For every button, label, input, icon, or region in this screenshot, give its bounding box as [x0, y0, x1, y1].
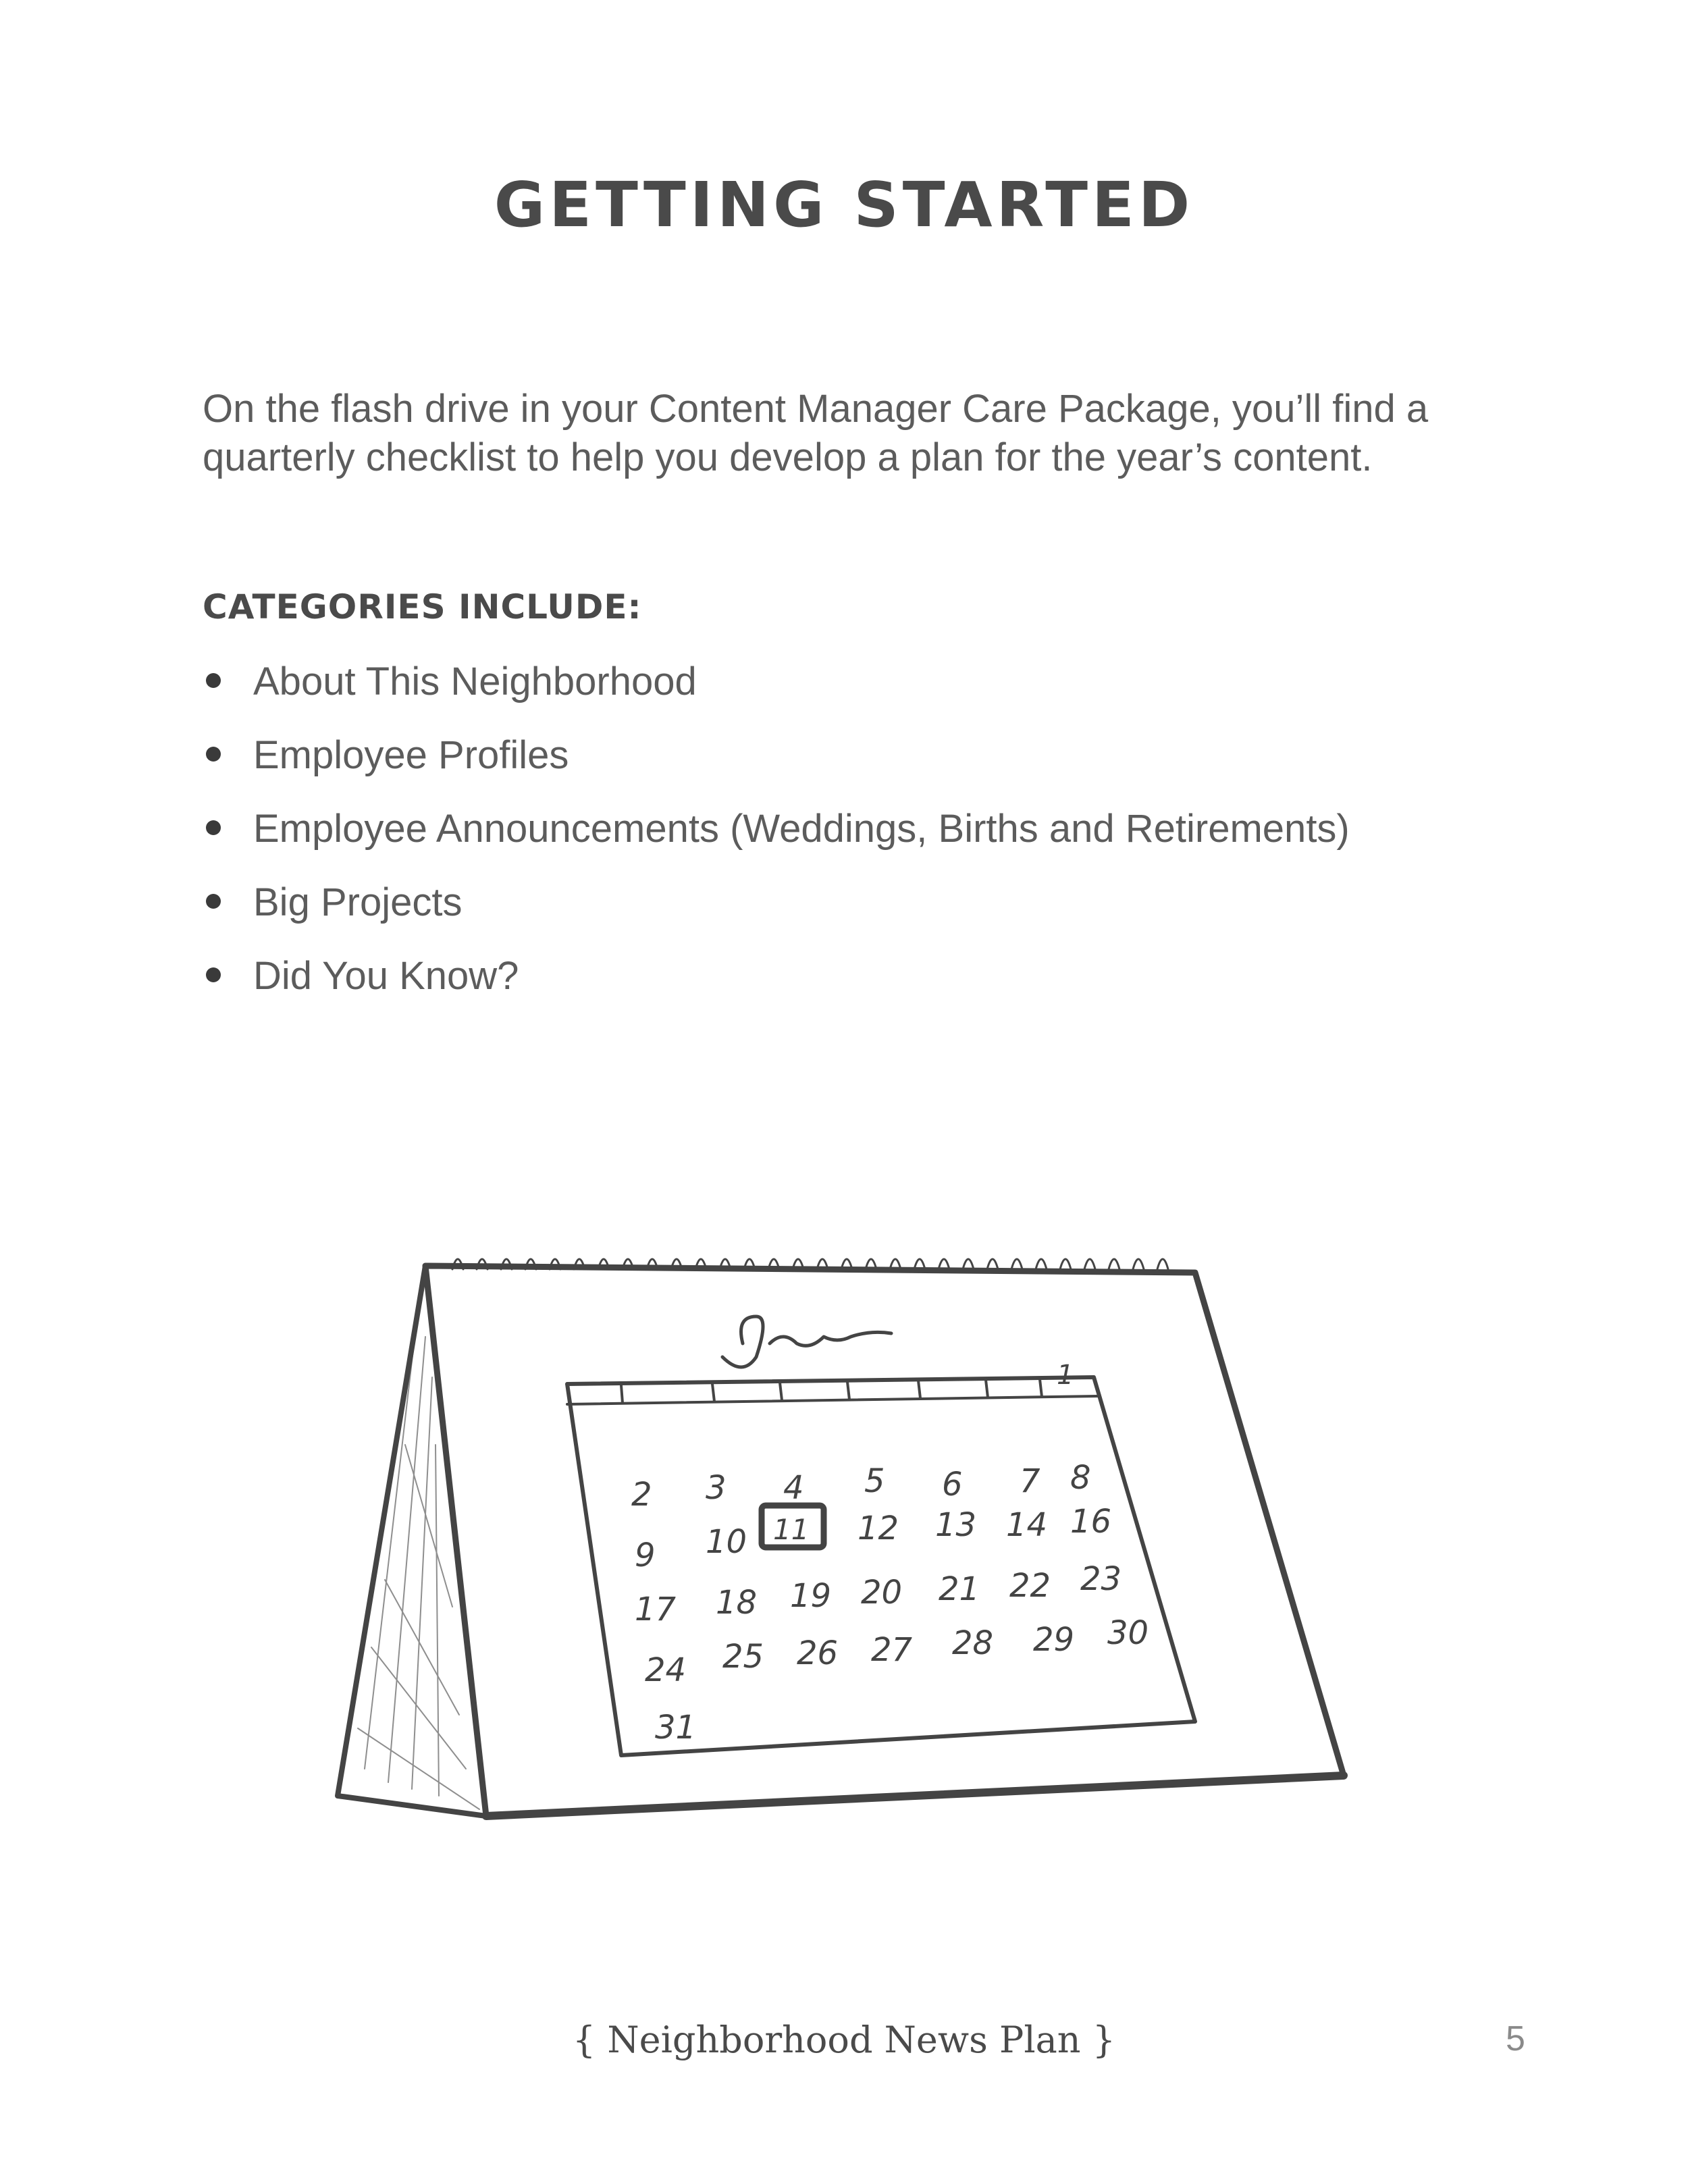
- cal-day-23: 23: [1080, 1560, 1122, 1598]
- bullet-icon: [206, 747, 221, 762]
- categories-heading: CATEGORIES INCLUDE:: [203, 587, 642, 627]
- cal-day-18: 18: [716, 1584, 758, 1622]
- category-label: Employee Announcements (Weddings, Births and Retirements): [253, 807, 1350, 851]
- bullet-icon: [206, 673, 221, 688]
- page-number: 5: [1506, 2019, 1525, 2058]
- cal-day-12: 12: [858, 1510, 899, 1547]
- cal-day-1: 1: [1057, 1360, 1074, 1391]
- cal-day-25: 25: [722, 1638, 764, 1676]
- cal-day-26: 26: [797, 1634, 839, 1672]
- cal-day-10: 10: [706, 1523, 747, 1561]
- cal-day-27: 27: [871, 1631, 913, 1669]
- cal-day-21: 21: [939, 1570, 980, 1608]
- category-label: Employee Profiles: [253, 733, 569, 777]
- intro-paragraph: [203, 385, 1519, 482]
- list-item: [203, 953, 1350, 1026]
- cal-day-31: 31: [655, 1709, 697, 1747]
- cal-day-17: 17: [635, 1591, 677, 1628]
- cal-day-19: 19: [790, 1577, 832, 1615]
- page-title: GETTING STARTED: [494, 169, 1194, 241]
- category-label: Big Projects: [253, 880, 463, 924]
- cal-day-5: 5: [864, 1462, 885, 1500]
- list-item: [203, 879, 1350, 953]
- cal-day-9: 9: [635, 1537, 656, 1574]
- intro-line-2: quarterly checklist to help you develop a plan for the year’s content.: [203, 435, 1373, 479]
- cal-day-4: 4: [783, 1469, 804, 1507]
- cal-day-14: 14: [1006, 1506, 1048, 1544]
- cal-day-16: 16: [1070, 1503, 1112, 1541]
- categories-list: [203, 658, 1350, 1026]
- list-item: [203, 805, 1350, 879]
- desk-calendar-illustration: [324, 1242, 1364, 1863]
- cal-day-24: 24: [645, 1651, 687, 1689]
- list-item: [203, 732, 1350, 805]
- cal-day-11: 11: [773, 1513, 810, 1546]
- cal-day-6: 6: [942, 1466, 963, 1503]
- cal-day-3: 3: [706, 1469, 727, 1507]
- bullet-icon: [206, 820, 221, 835]
- cal-day-7: 7: [1020, 1462, 1040, 1500]
- cal-day-20: 20: [861, 1574, 903, 1612]
- cal-day-2: 2: [631, 1476, 652, 1514]
- cal-day-22: 22: [1009, 1567, 1051, 1605]
- cal-day-8: 8: [1070, 1459, 1091, 1497]
- cal-day-13: 13: [935, 1506, 977, 1544]
- bullet-icon: [206, 967, 221, 982]
- intro-line-1: On the flash drive in your Content Manager Care Package, you’ll find a: [203, 387, 1429, 431]
- list-item: [203, 658, 1350, 732]
- footer-title: { Neighborhood News Plan }: [572, 2019, 1116, 2061]
- cal-day-30: 30: [1107, 1614, 1149, 1652]
- category-label: About This Neighborhood: [253, 660, 697, 703]
- cal-day-28: 28: [952, 1624, 994, 1662]
- cal-day-29: 29: [1033, 1621, 1075, 1659]
- category-label: Did You Know?: [253, 954, 519, 998]
- bullet-icon: [206, 894, 221, 909]
